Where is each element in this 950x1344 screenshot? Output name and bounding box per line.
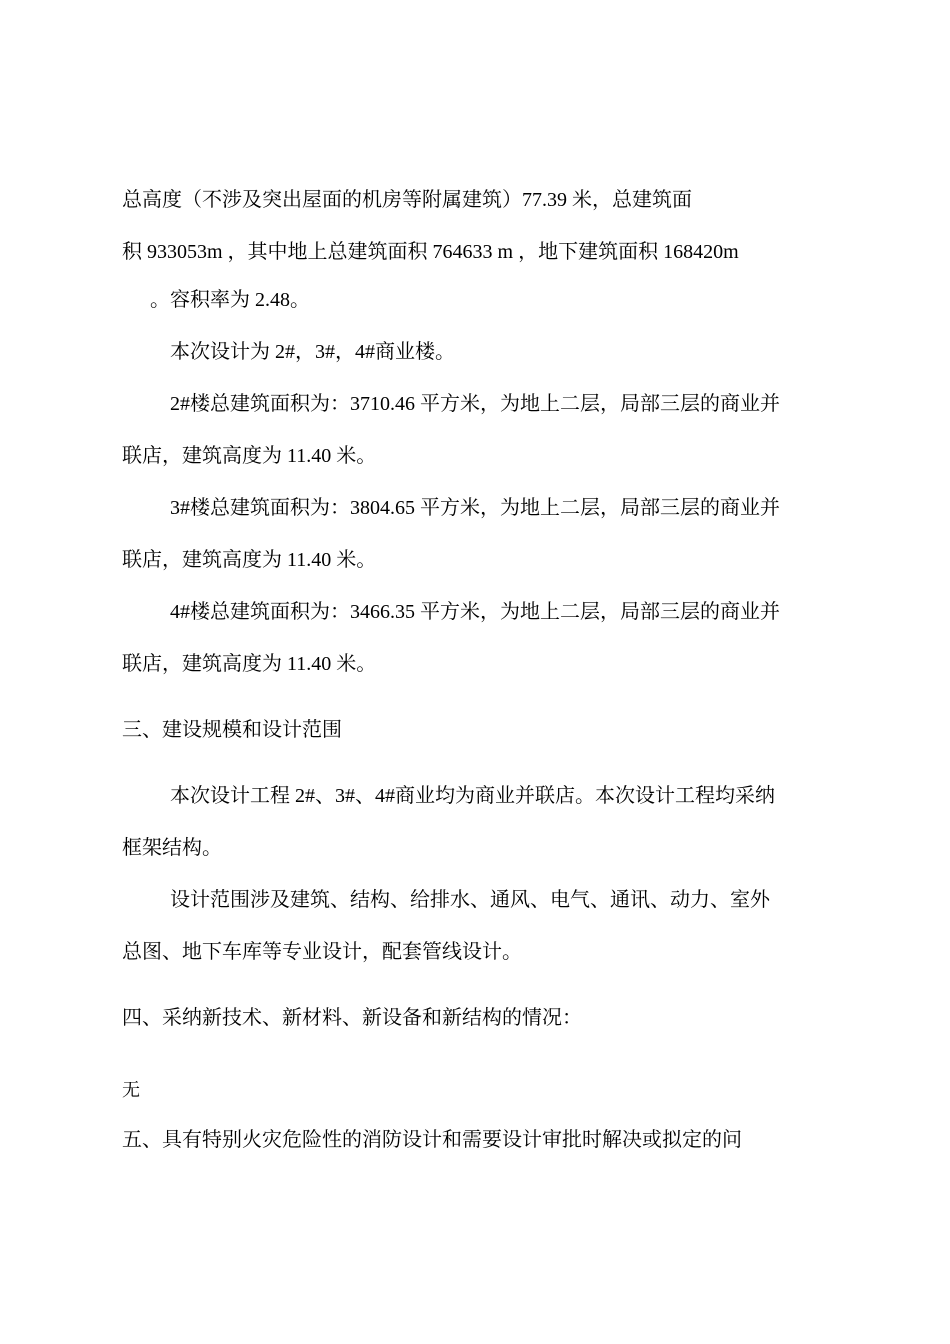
paragraph-building-4-line-1: 4#楼总建筑面积为：3466.35 平方米，为地上二层，局部三层的商业并	[170, 601, 780, 623]
paragraph-design-scope-intro: 本次设计为 2#，3#，4#商业楼。	[170, 341, 455, 363]
paragraph-building-4-line-2: 联店，建筑高度为 11.40 米。	[122, 653, 377, 675]
paragraph-line-2: 积 933053m ，其中地上总建筑面积 764633 m ，地下建筑面积 168420m	[122, 241, 739, 263]
paragraph-scope-line-2: 总图、地下车库等专业设计，配套管线设计。	[122, 941, 522, 963]
paragraph-building-2-line-1: 2#楼总建筑面积为：3710.46 平方米，为地上二层，局部三层的商业并	[170, 393, 780, 415]
section-heading-3: 三、建设规模和设计范围	[122, 719, 342, 741]
paragraph-scope-line-1: 设计范围涉及建筑、结构、给排水、通风、电气、通讯、动力、室外	[170, 889, 770, 911]
paragraph-building-3-line-1: 3#楼总建筑面积为：3804.65 平方米，为地上二层，局部三层的商业并	[170, 497, 780, 519]
paragraph-project-line-2: 框架结构。	[122, 837, 222, 859]
section-heading-4: 四、采纳新技术、新材料、新设备和新结构的情况：	[122, 1007, 582, 1029]
paragraph-building-2-line-2: 联店，建筑高度为 11.40 米。	[122, 445, 377, 467]
paragraph-line-3: 。容积率为 2.48。	[150, 289, 310, 311]
paragraph-building-3-line-2: 联店，建筑高度为 11.40 米。	[122, 549, 377, 571]
section-4-content: 无	[122, 1080, 140, 1100]
section-heading-5: 五、具有特别火灾危险性的消防设计和需要设计审批时解决或拟定的问	[122, 1129, 742, 1151]
paragraph-line-1: 总高度（不涉及突出屋面的机房等附属建筑）77.39 米，总建筑面	[122, 189, 692, 211]
paragraph-project-line-1: 本次设计工程 2#、3#、4#商业均为商业并联店。本次设计工程均采纳	[170, 785, 775, 807]
